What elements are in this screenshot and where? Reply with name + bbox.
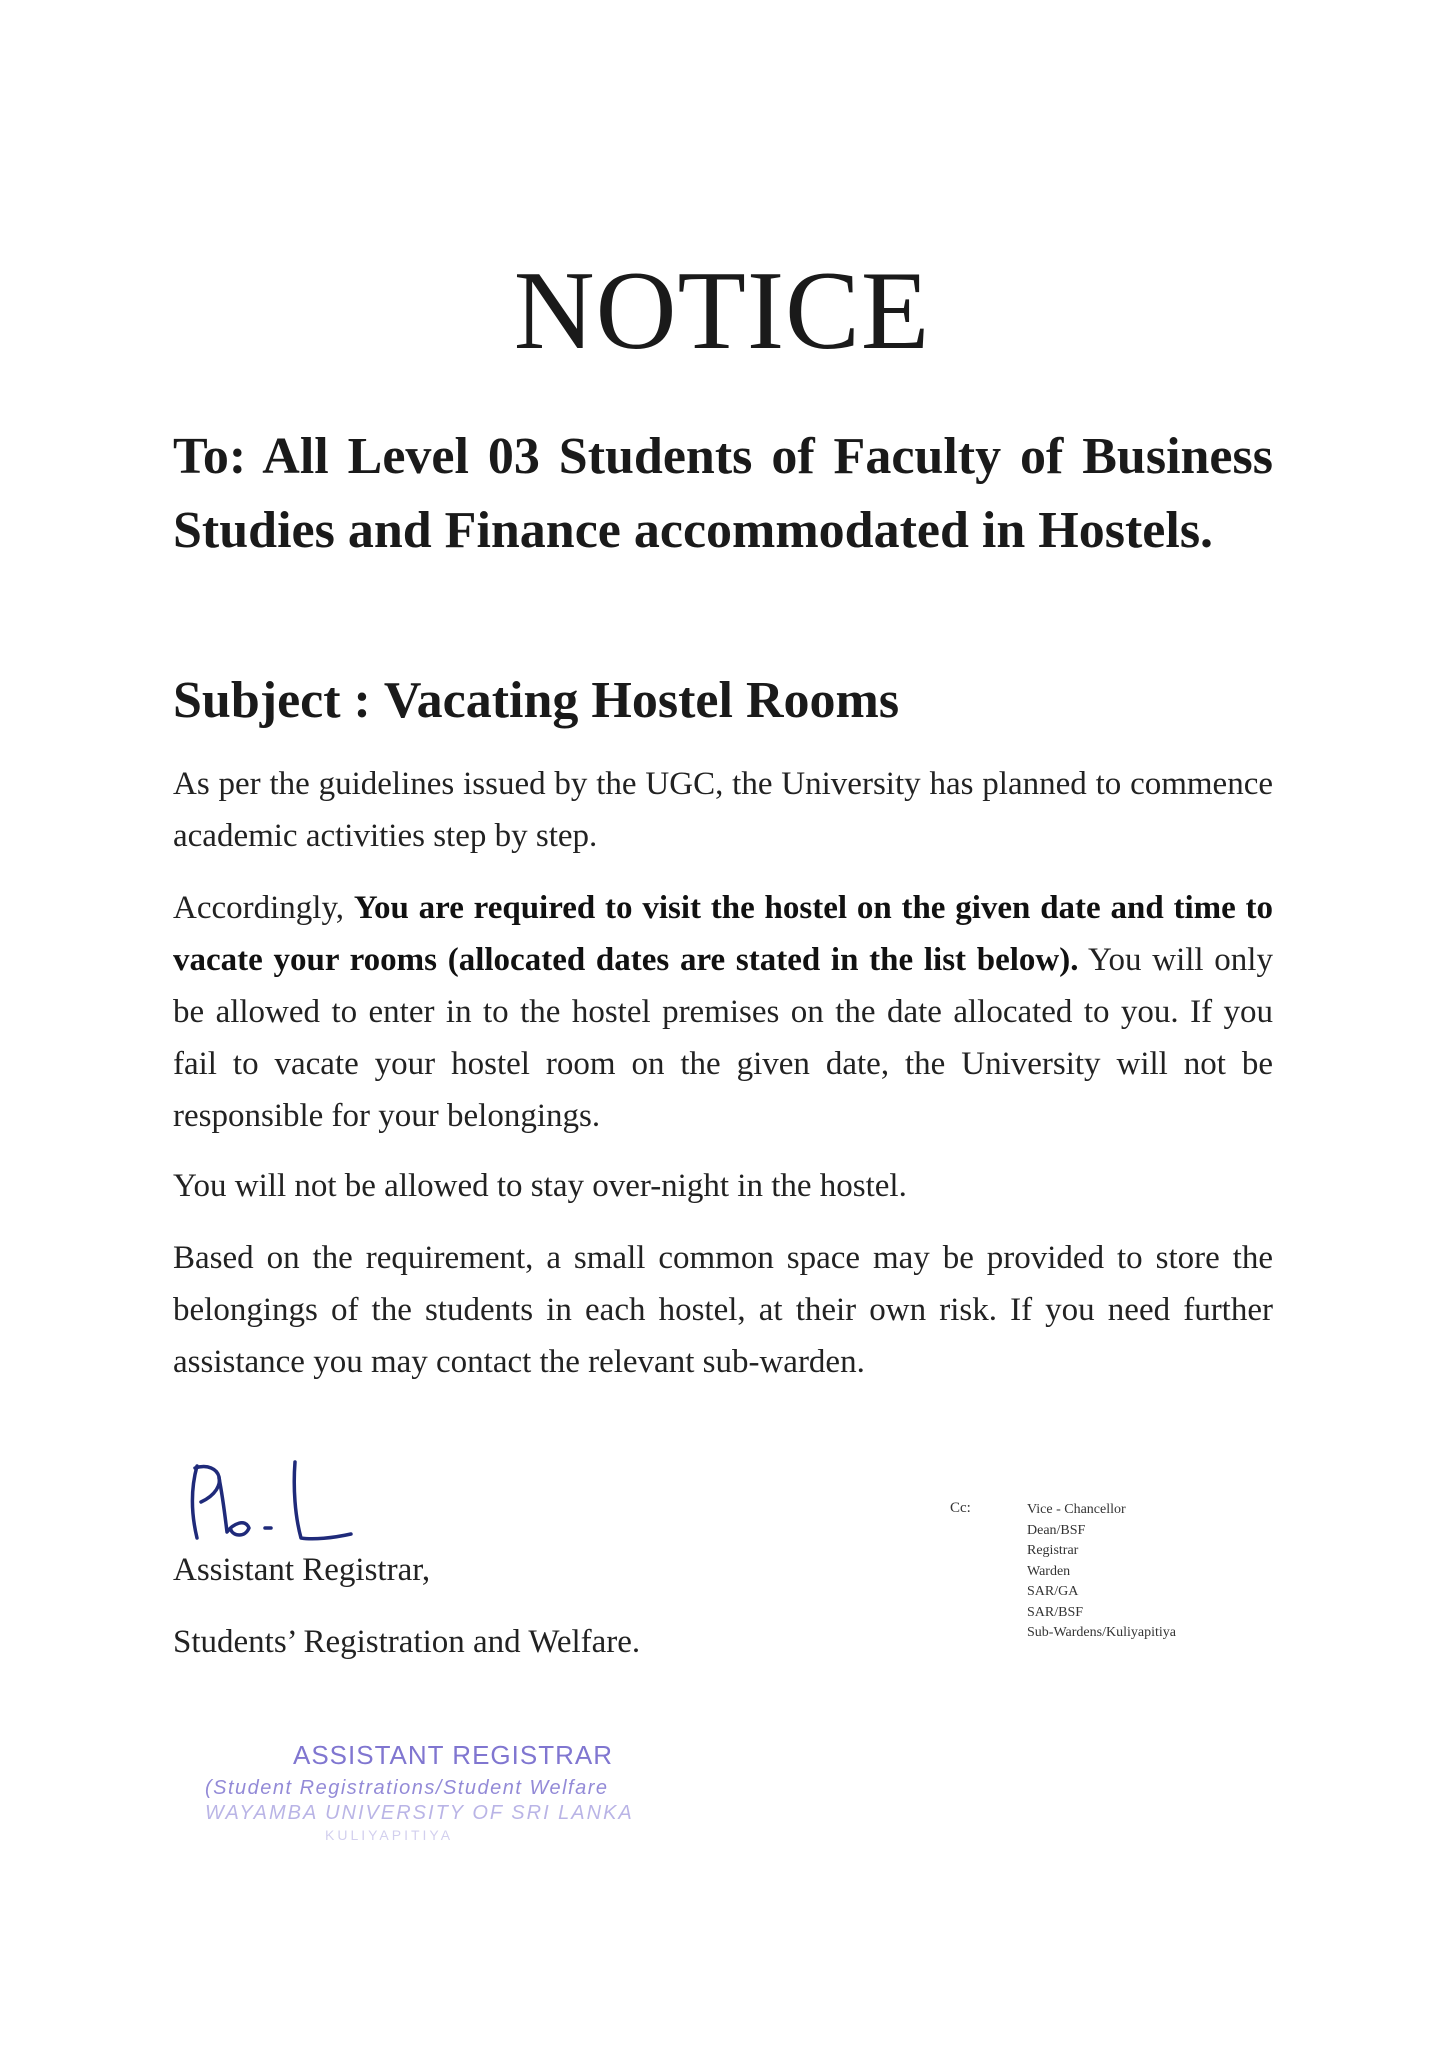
paragraph-suffix: You will only be allowed to enter in to the hostel premises on the date allocated to you. If you fail to vacate your hostel room on the given date, the University will not be responsible for your belongings. [173,942,1273,1134]
paragraph-vacating-instructions [173,882,1273,1142]
official-stamp [205,1740,675,1843]
cc-recipient: Vice - Chancellor [1027,1502,1126,1517]
cc-recipient: SAR/GA [1027,1584,1079,1599]
stamp-university: WAYAMBA UNIVERSITY OF SRI LANKA [205,1802,634,1824]
subject-line [173,668,899,734]
subject-text: Vacating Hostel Rooms [383,672,900,729]
cc-label: Cc: [950,1500,971,1516]
signatory-unit: Students’ Registration and Welfare. [173,1624,641,1660]
recipients-heading: To: All Level 03 Students of Faculty of Business Studies and Finance accommodated in Hostels. [173,428,1273,559]
stamp-title: ASSISTANT REGISTRAR [293,1740,613,1770]
cc-list [1027,1500,1176,1644]
cc-recipient: SAR/BSF [1027,1604,1084,1620]
cc-recipient: Dean/BSF [1027,1522,1086,1538]
subject-label: Subject : [173,672,371,729]
cc-recipient: Registrar [1027,1543,1079,1558]
cc-recipient: Warden [1027,1563,1071,1579]
cc-recipient: Sub-Wardens/Kuliyapitiya [1027,1625,1176,1640]
signatory-title: Assistant Registrar, [173,1552,431,1588]
paragraph-overnight: You will not be allowed to stay over-night in the hostel. [173,1168,907,1204]
paragraph-storage: Based on the requirement, a small common space may be provided to store the belongings of the students in each hostel, at their own risk. If you need further assistance you may contact the relevant sub-warden. [173,1240,1273,1380]
paragraph-bold-instruction: You are required to visit the hostel on the given date and time to vacate your rooms (allocated dates are stated in the list below). [173,890,1274,978]
stamp-location: KULIYAPITIYA [325,1827,454,1843]
notice-title: NOTICE [513,249,931,373]
handwritten-signature [183,1458,363,1548]
stamp-department: (Student Registrations/Student Welfare [205,1777,609,1799]
paragraph-prefix: Accordingly, [173,890,345,926]
paragraph-guidelines: As per the guidelines issued by the UGC, the University has planned to commence academic activities step by step. [173,766,1273,854]
